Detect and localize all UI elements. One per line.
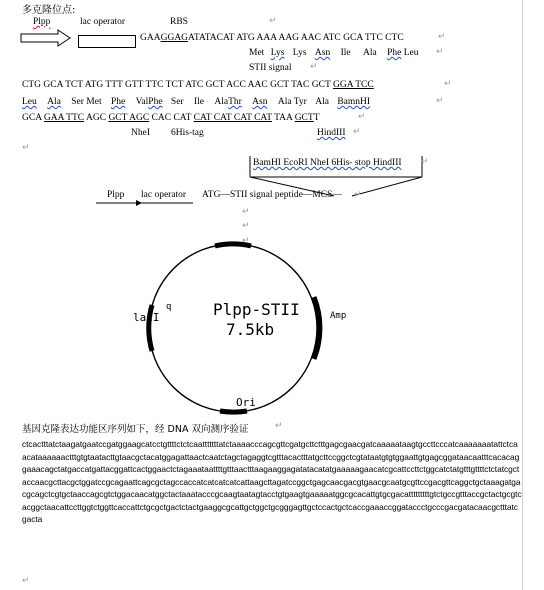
rbs-site: GGAG: [160, 33, 189, 43]
aa-phe: Phe: [148, 97, 163, 107]
dna-sequence: ctcactttatctaagatgaatccgatggaagcatcctgttttctctcaatttttttatctaaaacccagcgttcgatgcttctttgagcgaacgatcaaaaataagtgccttcccatcaaaaaaatattctcaacataaaaaactttgtgtaatacttgtaacgctacatggagattaactcaatctagctagaggtcgtttacactttatgcttccggctcgtataatgtgtggaattgtgagcggataacaatttcacacaggaaacagctatgaccatgattacggattcactggaactctagaaataattttgtttaactttaagaaggagatatacatatgaaaaagaacatcgcattccttctggcatctatgtttgttttctctatcgctaccaacgcttacgctggatccgcagaattcagcgctagccaccatcatcatcatcattaagcttagatccggctgagcaacgacgtgaacgcaatgcgttccgacgttcaggctgctaaagatgacgcagctcgtgctaaccagcgtctggacaacatggctactaaatacccgcaagtaatagtacctgtgaagtgaaaaatggcgcacattgtgcgacatttttttttgtctgccgtttaccgctactgcgtcacggctaacattccttggtctggttcaccattctgcgctgactctactgaaggcgcattgctggctgcgggagttgctccactgctcaccgaaaccggataccctgcccgacgatacaacgctttatcgacta: [22, 439, 522, 524]
paragraph-mark: ↵: [436, 47, 444, 57]
seq2-prefix: CTG GCA TCT ATG TTT GTT TTC TCT ATC GCT ACC AAC GCT TAC GCT: [22, 80, 333, 90]
aa-met: Met: [86, 97, 102, 107]
promoter-arrow-icon: [20, 29, 72, 47]
aa-lys: Lys: [270, 48, 285, 58]
ecori-site: GAA TTC: [43, 113, 85, 123]
aa-val: Val: [135, 97, 149, 107]
mcs-sites-label: [253, 158, 402, 168]
paragraph-mark: ↵: [22, 143, 30, 153]
seq-line-2: [22, 80, 374, 90]
aa-asn: Asn: [314, 48, 331, 58]
lac-operator-label: lac operator: [80, 17, 126, 27]
nhei-site: GCT AGC: [108, 113, 150, 123]
plasmid-name: Plpp-STII: [213, 300, 300, 319]
paragraph-mark: ↵: [421, 157, 429, 167]
laci-label: [133, 311, 160, 324]
paragraph-mark: ↵: [275, 421, 283, 431]
hindiii-site: GCT: [294, 113, 314, 123]
seq-line-1: [140, 33, 404, 43]
aa-leu: Leu: [22, 97, 37, 107]
seq3-prefix: GCA: [22, 113, 44, 123]
paragraph-mark: ↵: [242, 236, 250, 246]
nhei-label: NheI: [131, 128, 150, 138]
aa-ala: Ala: [277, 97, 292, 107]
paragraph-mark: ↵: [358, 112, 366, 122]
aa-tyr: Tyr: [293, 97, 307, 107]
paragraph-mark: ↵: [444, 79, 452, 89]
hindiii-site-end: T: [313, 113, 320, 123]
aa-line-1: [249, 48, 419, 58]
laci-text: lacI: [133, 311, 160, 324]
aa-lys: Lys: [292, 48, 307, 58]
operator-box: [78, 35, 136, 48]
seq3-agc: AGC: [84, 113, 109, 123]
mcs-sites-text: BamHI EcoRI NheI 6His- stop HindIII: [253, 158, 402, 168]
aa-phe: Phe: [110, 97, 126, 107]
aa-phe: Phe: [387, 48, 402, 58]
stii-signal-label: STII signal: [249, 63, 292, 73]
paragraph-mark: ↵: [353, 127, 361, 137]
rbs-label: RBS: [170, 17, 188, 27]
aa-ala: Ala: [47, 97, 61, 107]
page-margin-line: [522, 0, 523, 590]
stop-codon: TAA: [271, 113, 295, 123]
aa-thr: Thr: [228, 97, 242, 107]
seq3-cac: CAC CAT: [149, 113, 194, 123]
aa-ile: Ile: [193, 97, 204, 107]
construct-path-label: ATG—STII signal peptide—MCS—: [202, 190, 342, 200]
paragraph-mark: ↵: [242, 207, 250, 217]
paragraph-mark: ↵: [310, 62, 318, 72]
bamhi-site: GGA TCC: [332, 80, 374, 90]
plpp-label: Plpp: [33, 17, 51, 27]
amp-label: Amp: [330, 311, 347, 321]
aa-ala: Ala: [315, 97, 329, 107]
seq1-prefix: GAA: [140, 33, 161, 43]
construct-plpp-label: Plpp: [107, 190, 125, 200]
aa-ala: Ala: [363, 48, 377, 58]
aa-line-2: [22, 97, 370, 107]
paragraph-mark: ↵: [242, 221, 250, 231]
ori-feature: [220, 411, 247, 412]
laci-superscript: q: [166, 302, 172, 312]
seq1-rest: ATATACAT ATG AAA AAG AAC ATC GCA TTC CTC: [188, 33, 404, 43]
aa-ser: Ser: [170, 97, 184, 107]
paragraph-mark: ↵: [269, 16, 277, 26]
aa-ala: Ala: [214, 97, 229, 107]
aa-ile: Ile: [340, 48, 351, 58]
aa-met: Met: [249, 48, 265, 58]
page-title: 多克隆位点:: [22, 5, 76, 16]
sequence-heading: 基因克隆表达功能区序列如下，经 DNA 双向测序验证: [22, 424, 249, 435]
his-tag-site: CAT CAT CAT CAT: [193, 113, 272, 123]
paragraph-mark: ↵: [438, 32, 446, 42]
his-tag-label: 6His-tag: [171, 128, 204, 138]
construct-lac-operator-label: lac operator: [141, 190, 187, 200]
aa-ser: Ser: [71, 97, 84, 107]
paragraph-mark: ↵: [436, 96, 444, 106]
seq-line-3: [22, 113, 320, 123]
hindiii-label: HindIII: [317, 128, 346, 138]
aa-leu: Leu: [403, 48, 419, 58]
paragraph-mark: ↵: [354, 190, 362, 200]
paragraph-mark: ↵: [22, 576, 30, 586]
plasmid-size: 7.5kb: [226, 320, 275, 339]
ori-label: Ori: [236, 396, 256, 409]
bamhi-label: BamnHI: [337, 97, 371, 107]
promoter-feature: [215, 244, 251, 246]
aa-asn: Asn: [252, 97, 268, 107]
